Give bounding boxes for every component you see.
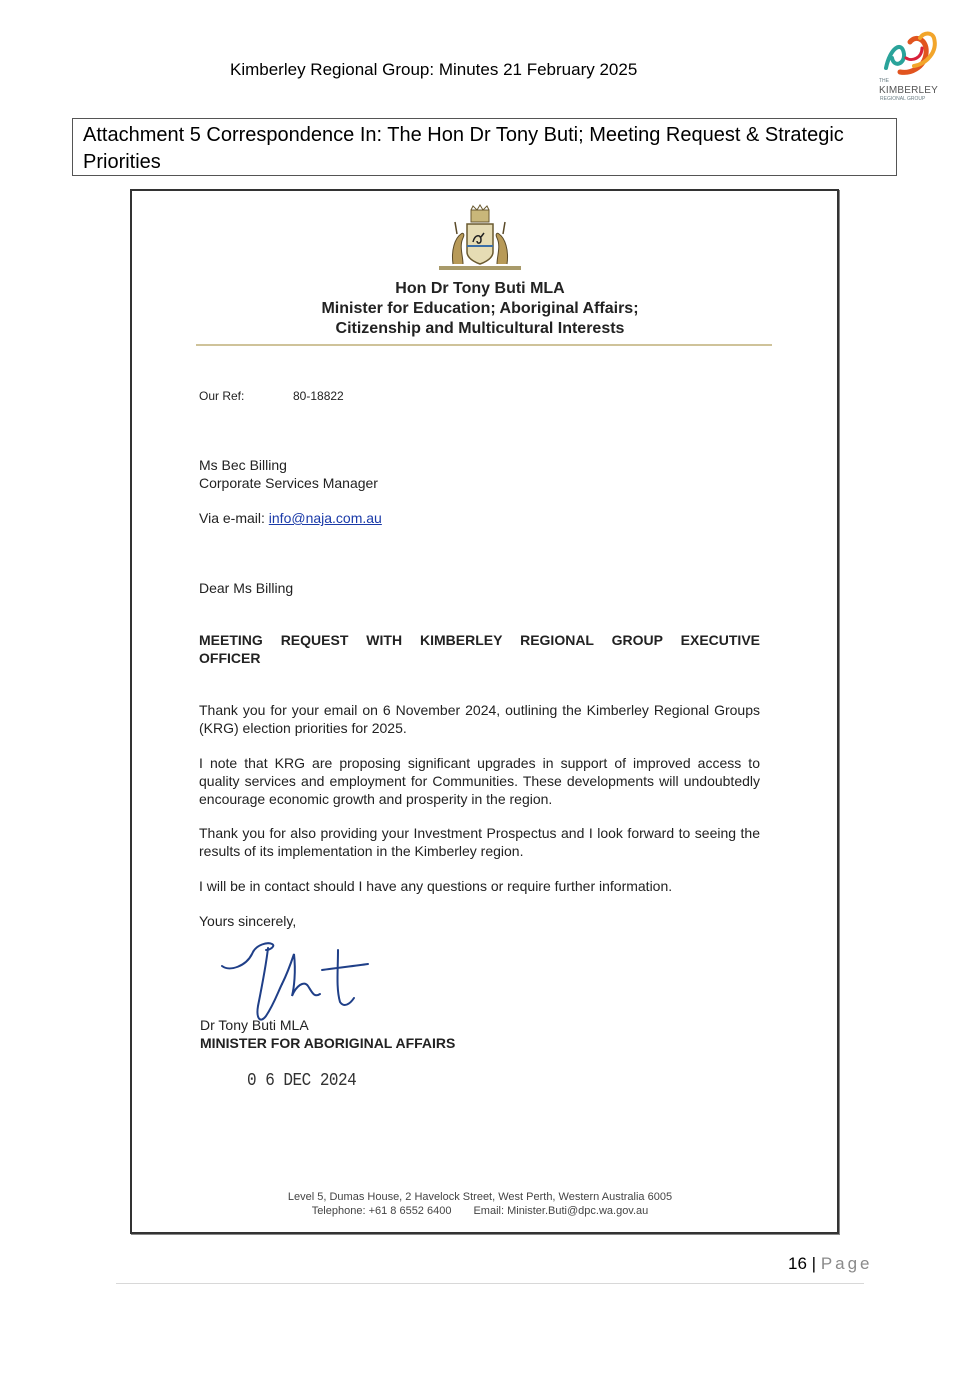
- letterhead-divider: [196, 344, 772, 346]
- our-ref-label: Our Ref:: [199, 389, 245, 403]
- kimberley-regional-group-logo: [876, 28, 948, 110]
- letter-closing: Yours sincerely,: [199, 913, 297, 929]
- via-email-line: [199, 509, 382, 527]
- date-received-stamp: 0 6 DEC 2024: [247, 1070, 357, 1091]
- footer-address: Level 5, Dumas House, 2 Havelock Street, West Perth, Western Australia 6005: [287, 1191, 673, 1203]
- recipient-name: Ms Bec Billing: [199, 457, 287, 473]
- minister-letterhead: [240, 279, 720, 339]
- signer-name: Dr Tony Buti MLA: [200, 1017, 309, 1033]
- footer-telephone: Telephone: +61 8 6552 6400: [311, 1205, 452, 1217]
- letter-subject: MEETING REQUEST WITH KIMBERLEY REGIONAL GROUP EXECUTIVE OFFICER: [199, 632, 760, 666]
- kimberley-swirl-icon: [880, 28, 944, 80]
- footer-email: Email: Minister.Buti@dpc.wa.gov.au: [473, 1205, 649, 1217]
- letter-paragraph: I note that KRG are proposing significant upgrades in support of improved access to quality services and employment for Communities. These developments will undoubtedly encourage economic growth and prosperity in the region.: [199, 755, 760, 807]
- letter-paragraph: I will be in contact should I have any questions or require further information.: [199, 878, 673, 894]
- recipient-email-link[interactable]: info@naja.com.au: [268, 510, 382, 526]
- letter-paragraph: Thank you for your email on 6 November 2024, outlining the Kimberley Regional Groups (KRG) election priorities for 2025.: [199, 702, 760, 736]
- page-number: [788, 1254, 873, 1274]
- page-label: Page: [820, 1254, 873, 1273]
- letter-footer: [230, 1190, 730, 1218]
- attachment-title-box: [72, 118, 897, 176]
- logo-name: KIMBERLEY: [879, 85, 939, 96]
- recipient-position: Corporate Services Manager: [199, 475, 378, 491]
- page-number-separator: |: [811, 1254, 817, 1273]
- minister-portfolio-line-2: Citizenship and Multicultural Interests: [335, 320, 625, 337]
- logo-subtitle: REGIONAL GROUP: [880, 96, 926, 102]
- footer-divider: [116, 1283, 864, 1284]
- logo-small-text: THE: [879, 78, 889, 84]
- attachment-title: Attachment 5 Correspondence In: The Hon Dr Tony Buti; Meeting Request & Strategic Priorities: [83, 124, 844, 173]
- page-number-value: 16: [788, 1254, 807, 1273]
- signer-title: MINISTER FOR ABORIGINAL AFFAIRS: [200, 1035, 456, 1051]
- document-header-title: Kimberley Regional Group: Minutes 21 February 2025: [230, 60, 638, 79]
- wa-coat-of-arms-icon: [437, 204, 523, 274]
- footer-contact: [230, 1204, 730, 1218]
- minister-portfolio-line-1: Minister for Education; Aboriginal Affairs;: [321, 300, 639, 317]
- recipient-block: [199, 456, 378, 492]
- minister-name: Hon Dr Tony Buti MLA: [395, 280, 565, 297]
- via-email-label: Via e-mail:: [199, 510, 265, 526]
- our-ref-value: 80-18822: [293, 389, 344, 403]
- letter-paragraph: Thank you for also providing your Investment Prospectus and I look forward to seeing the results of its implementation in the Kimberley region.: [199, 825, 760, 859]
- salutation: Dear Ms Billing: [199, 580, 294, 596]
